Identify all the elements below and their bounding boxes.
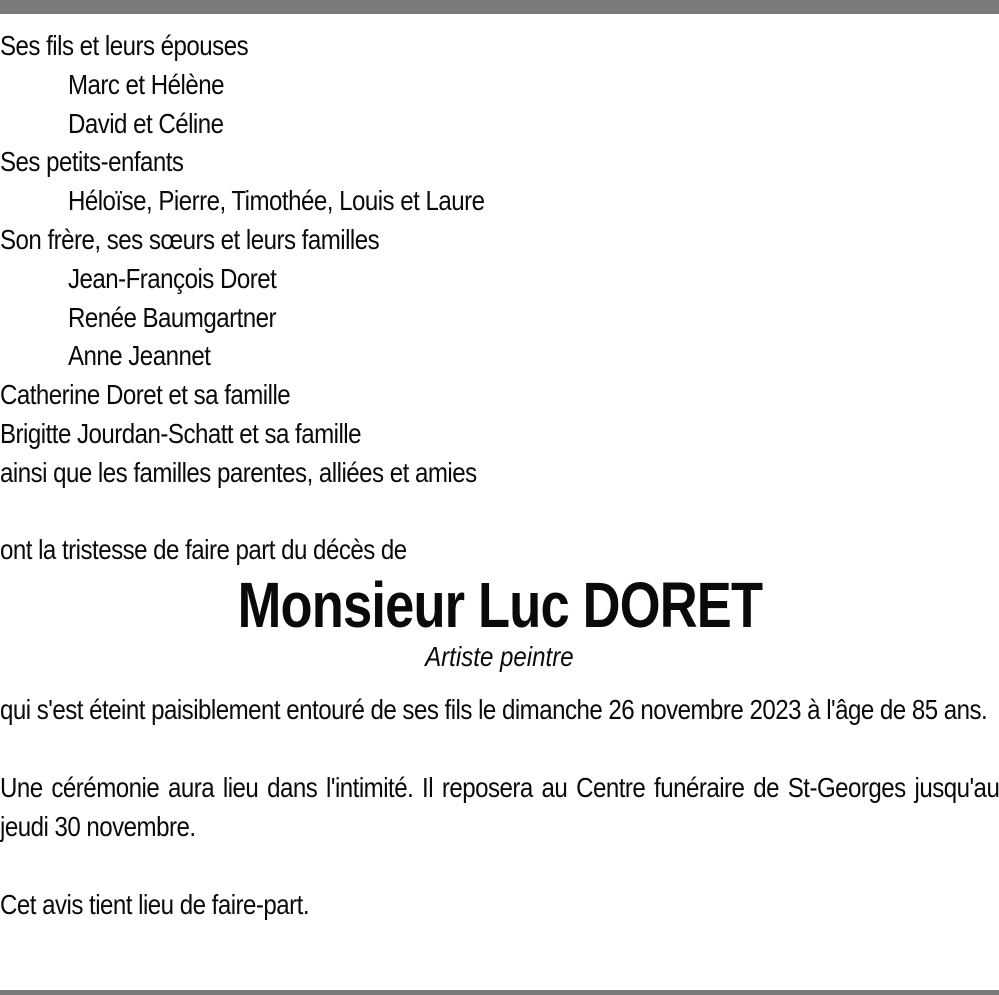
obituary-notice (0, 27, 999, 924)
top-rule (0, 0, 999, 14)
deceased-block (0, 570, 999, 674)
sibling-entry: Jean-François Doret (67, 262, 277, 294)
son-entry: David et Céline (67, 107, 224, 139)
deceased-name: Monsieur Luc DORET (237, 569, 762, 642)
spacer (0, 493, 999, 532)
spacer (0, 846, 999, 885)
spacer (0, 729, 999, 768)
bottom-rule (0, 990, 999, 995)
ceremony-paragraph: Une cérémonie aura lieu dans l'intimité. Il reposera au Centre funéraire de St-Georges jusqu'au jeudi 30 novembre. (0, 772, 999, 843)
spacer (0, 674, 999, 690)
son-entry: Marc et Hélène (67, 68, 225, 100)
sons-heading: Ses fils et leurs épouses (0, 30, 249, 61)
grandchildren-names: Héloïse, Pierre, Timothée, Louis et Laure (67, 185, 485, 217)
sibling-entry: Anne Jeannet (67, 340, 211, 372)
deceased-occupation: Artiste peintre (425, 641, 574, 673)
closing-paragraph: Cet avis tient lieu de faire-part. (0, 889, 310, 921)
other-family-entry: ainsi que les familles parentes, alliées et amies (0, 456, 477, 488)
sibling-entry: Renée Baumgartner (67, 301, 277, 333)
other-family-entry: Catherine Doret et sa famille (0, 379, 291, 411)
siblings-heading: Son frère, ses sœurs et leurs familles (0, 223, 380, 255)
announcement-text: ont la tristesse de faire part du décès de (0, 534, 407, 566)
other-family-entry: Brigitte Jourdan-Schatt et sa famille (0, 417, 362, 449)
death-paragraph: qui s'est éteint paisiblement entouré de ses fils le dimanche 26 novembre 2023 à l'âge de 85 ans. (0, 694, 988, 726)
grandchildren-heading: Ses petits-enfants (0, 146, 184, 178)
